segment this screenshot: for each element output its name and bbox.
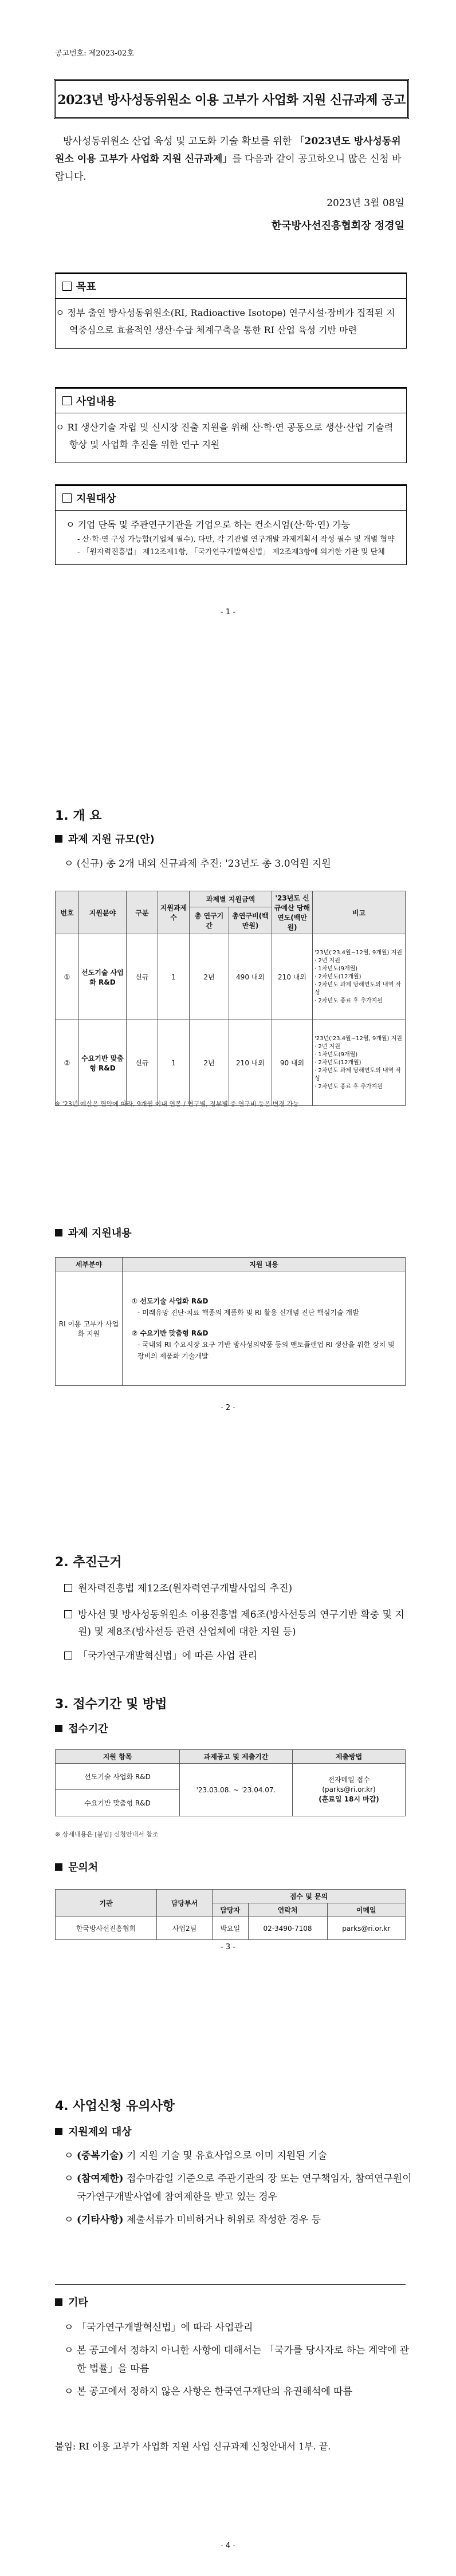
contact-email[interactable]: parks@ri.or.kr — [327, 1917, 406, 1940]
page-number: - 4 - — [221, 2542, 235, 2550]
attachment-line: 붙임: RI 이용 고부가 사업화 지원 사업 신규과제 신청안내서 1부. 끝. — [55, 2441, 331, 2452]
divider — [55, 2284, 406, 2285]
th-amount: 과제별 지원금액 — [190, 891, 272, 907]
subsection-etc: 기타 — [55, 2294, 88, 2309]
exclusion-line-3: ㅇ (기타사항) 제출서류가 미비하거나 허위로 작성한 경우 등 — [64, 2214, 321, 2226]
table-row: ② 수요기반 맞춤형 R&D 신규 1 2년 210 내외 90 내외 '23년('23.4월~12월, 9개월) 지원 · 2년 지원 · 1차년도(9개월) · 2차년도(12개월) · 2차년도 과제 당해연도의 내역 작성 · 2차년도 종료 후 추가지원 — [56, 1020, 406, 1106]
subsection-exclusion: 지원제외 대상 — [55, 2124, 132, 2139]
purpose-box: 목표 ㅇ 정부 출연 방사성동위원소(RI, Radioactive Isotope) 연구시설·장비가 집적된 지역중심으로 효율적인 생산·수급 체계구축을 통한 RI 산업 육성 기반 마련 — [55, 272, 407, 349]
exclusion-line-1: ㅇ (중복기술) 기 지원 기술 및 유효사업으로 이미 지원된 기술 — [64, 2150, 327, 2162]
exclusion-line-2: ㅇ (참여제한) 접수마감일 기준으로 주관기관의 장 또는 연구책임자, 참여연구원이 국가연구개발사업에 참여제한을 받고 있는 경우 — [64, 2173, 412, 2203]
section-1-title: 1. 개 요 — [55, 809, 102, 823]
contact-table: 기관 담당부서 접수 및 문의 담당자 연락처 이메일 한국방사선진흥협회 사업2팀 박요일 02-3490-7108 parks@ri.or.kr — [55, 1889, 406, 1940]
th-content: 지원 내용 — [123, 1258, 406, 1271]
content-text: ㅇ RI 생산기술 자립 및 신시장 진출 지원을 위해 산·학·연 공동으로 생산·산업 기술력 향상 및 사업화 추진을 위한 연구 지원 — [56, 422, 394, 450]
t2-item1-title: ① 선도기술 사업화 R&D — [132, 1297, 209, 1305]
notice-title: 2023년 방사성동위원소 이용 고부가 사업화 지원 신규과제 공고 — [54, 79, 409, 119]
notice-date: 2023년 3월 08일 — [327, 197, 404, 209]
page-number: - 3 - — [221, 1943, 235, 1951]
etc-line-1: ㅇ 「국가연구개발혁신법」에 따라 사업관리 — [64, 2322, 253, 2333]
section-2-title: 2. 추진근거 — [55, 1555, 122, 1570]
th-method: 제출방법 — [293, 1750, 406, 1764]
th-period: 과제공고 및 제출기간 — [180, 1750, 293, 1764]
subsection-support-content: 과제 지원내용 — [55, 1225, 132, 1240]
t2-left-cell: RI 이용 고부가 사업화 지원 — [56, 1271, 123, 1386]
th-field: 지원분야 — [79, 891, 127, 934]
th-no: 번호 — [56, 891, 79, 934]
t2-item1-desc: - 미래유망 진단·치료 핵종의 제품화 및 RI 활용 신개념 진단 핵심기술 개발 — [137, 1308, 359, 1317]
square-bullet-icon — [55, 1863, 62, 1871]
content-box: 사업내용 ㅇ RI 생산기술 자립 및 신시장 진출 지원을 위해 산·학·연 공동으로 생산·산업 기술력 향상 및 사업화 추진을 위한 연구 지원 — [55, 387, 407, 463]
table-row: 한국방사선진흥협회 사업2팀 박요일 02-3490-7108 parks@ri.or.kr — [56, 1917, 406, 1940]
basis-line-3: 「국가연구개발혁신법」에 따른 사업 관리 — [64, 1647, 408, 1665]
t2-item2-desc: - 국내외 RI 수요시장 요구 기반 방사성의약품 등의 맨토플랜업 RI 생산을 위한 장치 및 장비의 제품화 기술개발 — [137, 1340, 395, 1360]
square-bullet-icon — [55, 1229, 62, 1236]
target-sub-1: - 산·학·연 구성 가능합(기업체 필수), 다만, 각 기관별 연구개발 과제계획서 작성 필수 및 개별 협약 — [77, 535, 395, 544]
th-period: 총 연구기간 — [190, 907, 229, 934]
period-note: ※ 상세내용은 [붙임] 신청안내서 참조 — [55, 1831, 159, 1838]
target-sub-2: - 「원자력진흥법」 제12조제1항, 「국가연구개발혁신법」 제2조제3항에 의거한 기관 및 단체 — [77, 548, 385, 556]
square-bullet-icon — [55, 1725, 62, 1732]
th-count: 지원과제수 — [158, 891, 190, 934]
etc-line-2: ㅇ 본 공고에서 정하지 아니한 사항에 대해서는 「국가를 당사자로 하는 계약에 관한 법률」을 따름 — [64, 2345, 409, 2374]
checkbox-icon — [62, 493, 72, 503]
th-total: 총연구비(백만원) — [229, 907, 272, 934]
scale-note: ※ '23년 예산은 협약에 따라, 9개월 이내 연봉 / 연구별, 정부별 중 연구비 등은 변경 가능 — [55, 1100, 299, 1108]
square-bullet-icon — [55, 2298, 62, 2306]
notice-number: 공고번호: 제2023-02호 — [55, 49, 134, 58]
th-item: 지원 항목 — [56, 1750, 180, 1764]
support-scale-table — [55, 891, 406, 1106]
hollow-square-icon — [64, 1652, 72, 1660]
hollow-square-icon — [64, 1610, 72, 1618]
subsection-contact: 문의처 — [55, 1859, 98, 1874]
square-bullet-icon — [55, 2128, 62, 2135]
t2-item2-title: ② 수요기반 맞춤형 R&D — [132, 1329, 209, 1337]
target-text: ㅇ 기업 단독 및 주관연구기관을 기업으로 하는 컨소시엄(산·학·연) 가능 — [66, 519, 351, 530]
section-4-title: 4. 사업신청 유의사항 — [55, 2099, 175, 2113]
basis-line-2: 방사선 및 방사성동위원소 이용진흥법 제6조(방사선등의 연구기반 확충 및 지원) 및 제8조(방사선등 관련 산업체에 대한 지원 등) — [64, 1606, 410, 1641]
checkbox-icon — [62, 282, 72, 291]
checkbox-icon — [62, 396, 72, 405]
support-content-table — [55, 1257, 406, 1386]
subsection-period: 접수기간 — [55, 1721, 108, 1736]
page-number: - 1 - — [221, 608, 235, 617]
th-type: 구분 — [127, 891, 158, 934]
th-note: 비고 — [313, 891, 406, 934]
hollow-square-icon — [64, 1584, 72, 1592]
table-row: ① 선도기술 사업화 R&D 신규 1 2년 490 내외 210 내외 '23년('23.4월~12월, 9개월) 지원 · 2년 지원 · 1차년도(9개월) · 2차년도(12개월) · 2차년도 과제 당해연도의 내역 작성 · 2차년도 종료 후 추가지원 — [56, 934, 406, 1020]
purpose-text: ㅇ 정부 출연 방사성동위원소(RI, Radioactive Isotope) 연구시설·장비가 집적된 지역중심으로 효율적인 생산·수급 체계구축을 통한 RI 산업 육성 기반 마련 — [56, 307, 395, 335]
subsection-support-scale: 과제 지원 규모(안) — [55, 831, 155, 846]
section-3-title: 3. 접수기간 및 방법 — [55, 1697, 167, 1712]
organization-signature: 한국방사선진흥협회장 정경일 — [271, 220, 404, 232]
th-subfield: 세부분야 — [56, 1258, 123, 1271]
scale-line: ㅇ (신규) 총 2개 내외 신규과제 추진: '23년도 총 3.0억원 지원 — [64, 858, 331, 870]
square-bullet-icon — [55, 835, 62, 843]
th-budget: '23년도 신규예산 당해연도(백만원) — [272, 891, 313, 934]
etc-line-3: ㅇ 본 공고에서 정하지 않은 사항은 한국연구재단의 유권해석에 따름 — [64, 2386, 353, 2397]
intro-paragraph: 방사성동위원소 산업 육성 및 고도화 기술 확보를 위한 「2023년도 방사성동위원소 이용 고부가 사업화 지원 신규과제」를 다음과 같이 공고하오니 많은 신청 바랍니다. — [55, 136, 402, 183]
target-box: 지원대상 ㅇ 기업 단독 및 주관연구기관을 기업으로 하는 컨소시엄(산·학·연) 가능 - 산·학·연 구성 가능합(기업체 필수), 다만, 각 기관별 연구개발 과제계획서 작성 필수 및 개별 협약 - 「원자력진흥법」 제12조제1항, 「국가연구개발혁신법」 제2조제3항에 의거한 기관 및 단체 — [55, 484, 407, 565]
period-table: 지원 항목 과제공고 및 제출기간 제출방법 선도기술 사업화 R&D '23.03.08. ~ '23.04.07. 전자메일 접수 (parks@ri.or.kr) (훈료일 18시 마감) 수요기반 맞춤형 R&D — [55, 1749, 406, 1816]
page-number: - 2 - — [221, 1404, 235, 1412]
basis-line-1: 원자력진흥법 제12조(원자력연구개발사업의 추진) — [64, 1580, 408, 1597]
